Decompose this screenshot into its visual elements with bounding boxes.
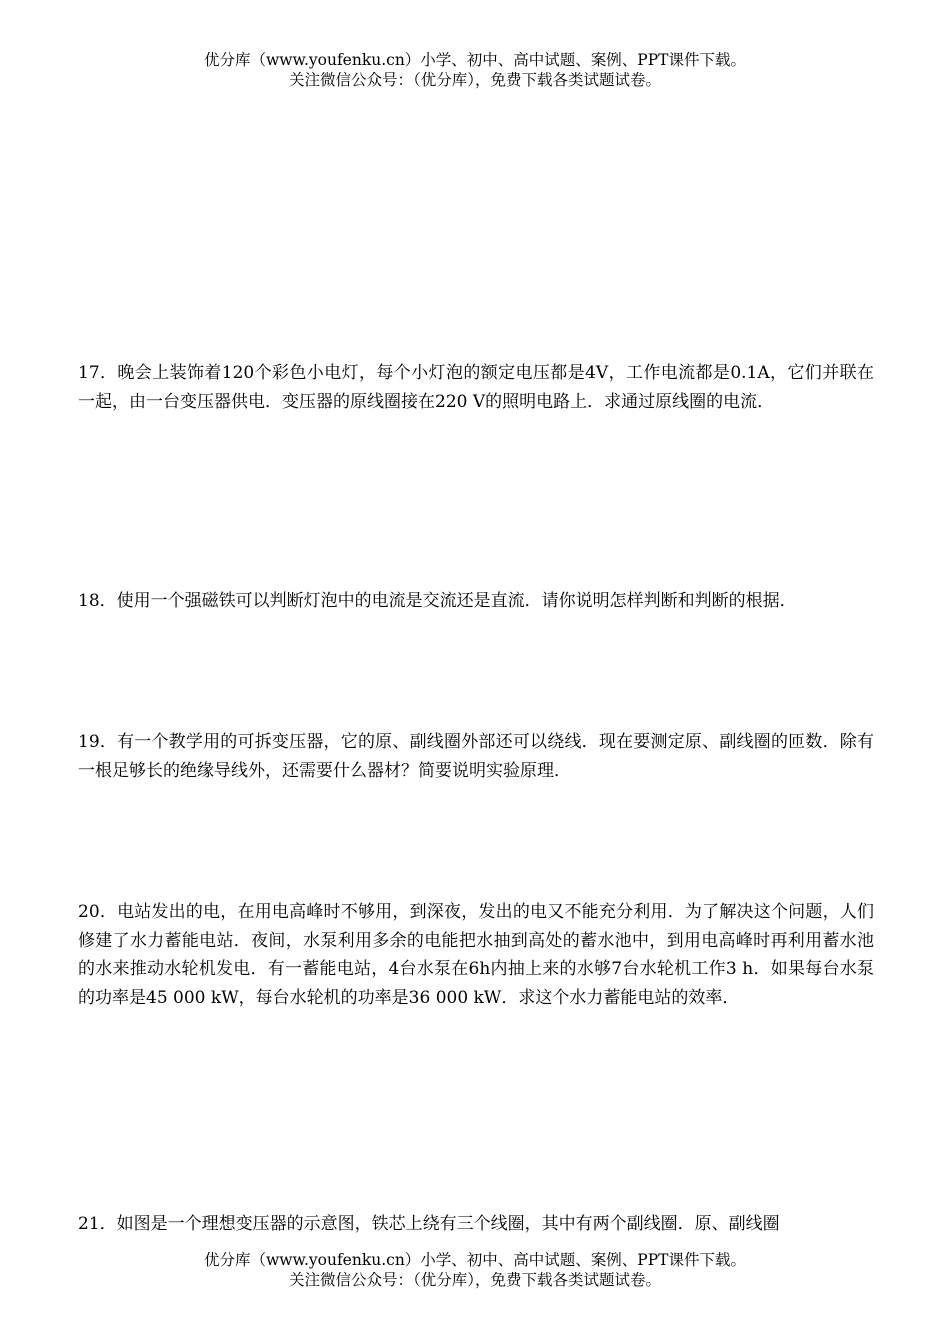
page-header [0, 50, 950, 90]
footer-line-1: 优分库（www.youfenku.cn）小学、初中、高中试题、案例、PPT课件下载。 [203, 1251, 747, 1269]
header-line-2: 关注微信公众号：（优分库），免费下载各类试题试卷。 [288, 71, 661, 89]
question-20 [78, 898, 874, 1012]
question-19 [78, 728, 874, 785]
page-footer [0, 1250, 950, 1290]
question-21 [78, 1210, 874, 1239]
question-text: 使用一个强磁铁可以判断灯泡中的电流是交流还是直流．请你说明怎样判断和判断的根据． [116, 591, 797, 611]
question-number: 20． [78, 902, 118, 922]
question-text: 有一个教学用的可拆变压器，它的原、副线圈外部还可以绕线．现在要测定原、副线圈的匝数．除有一根足够长的绝缘导线外，还需要什么器材？简要说明实验原理． [78, 732, 875, 781]
question-number: 17． [78, 363, 118, 383]
footer-line-2: 关注微信公众号：（优分库），免费下载各类试题试卷。 [288, 1271, 661, 1289]
question-number: 21． [78, 1214, 117, 1234]
question-number: 18． [78, 591, 117, 611]
question-text: 电站发出的电，在用电高峰时不够用，到深夜，发出的电又不能充分利用．为了解决这个问题，人们修建了水力蓄能电站．夜间，水泵利用多余的电能把水抽到高处的蓄水池中，到用电高峰时再利用蓄水池的水来推动水轮机发电．有一蓄能电站，4台水泵在6h内抽上来的水够7台水轮机工作3 h．如果每台水泵的功率是45 000 kW，每台水轮机的功率是36 000 kW．求这个水力蓄能电站的效率． [78, 902, 875, 1008]
question-text: 晚会上装饰着120个彩色小电灯，每个小灯泡的额定电压都是4V，工作电流都是0.1A，它们并联在一起，由一台变压器供电．变压器的原线圈接在220 V的照明电路上．求通过原线圈的电流． [78, 363, 874, 412]
header-line-1: 优分库（www.youfenku.cn）小学、初中、高中试题、案例、PPT课件下载。 [203, 51, 747, 69]
question-number: 19． [78, 732, 118, 752]
question-17 [78, 359, 874, 416]
question-18 [78, 587, 874, 616]
question-text: 如图是一个理想变压器的示意图，铁芯上绕有三个线圈，其中有两个副线圈．原、副线圈 [116, 1214, 780, 1234]
